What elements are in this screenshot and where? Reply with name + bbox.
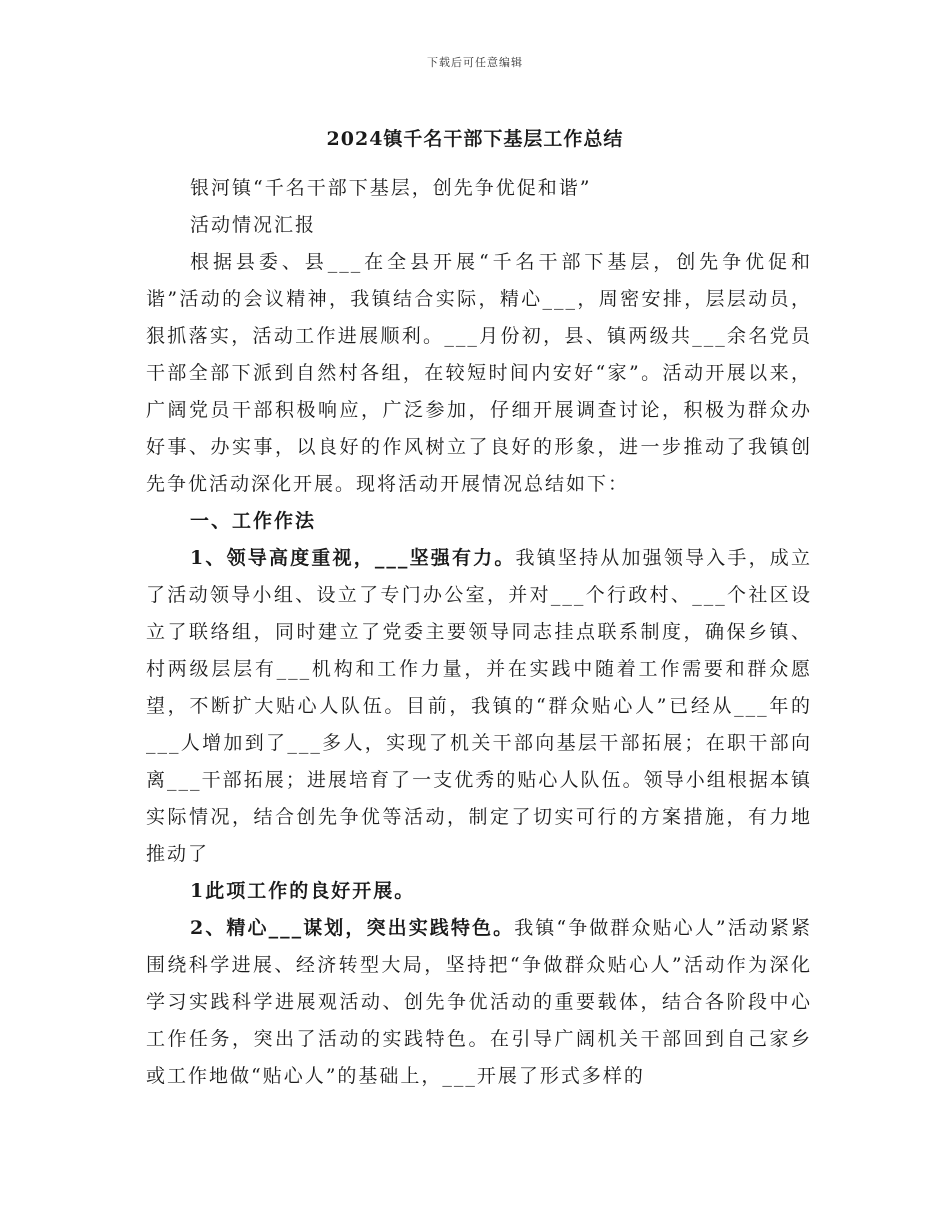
paragraph-leadership xyxy=(146,540,812,873)
paragraph-leadership-body: 我镇坚持从加强领导入手，成立了活动领导小组、设立了专门办公室，并对___个行政村、___个社区设立了联络组，同时建立了党委主要领导同志挂点联系制度，确保乡镇、村两级层层有___机构和工作力量，并在实践中随着工作需要和群众愿望，不断扩大贴心人队伍。目前，我镇的“群众贴心人”已经从___年的___人增加到了___多人，实现了机关干部向基层干部拓展；在职干部向离___干部拓展；进展培育了一支优秀的贴心人队伍。领导小组根据本镇实际情况，结合创先争优等活动，制定了切实可行的方案措施，有力地推动了 xyxy=(146,547,812,865)
page-title: 2024镇千名干部下基层工作总结 xyxy=(326,128,624,150)
subtitle-line-1: 银河镇“千名干部下基层，创先争优促和谐” xyxy=(190,177,592,199)
header-note: 下载后可任意编辑 xyxy=(427,56,523,69)
paragraph-leadership-lead: 1、领导高度重视，___坚强有力。 xyxy=(190,547,516,569)
paragraph-continuation: 1此项工作的良好开展。 xyxy=(190,880,416,902)
subtitle-line-2: 活动情况汇报 xyxy=(190,214,317,236)
paragraph-planning-lead: 2、精心___谋划，突出实践特色。 xyxy=(190,917,515,939)
paragraph-planning-body: 我镇“争做群众贴心人”活动紧紧围绕科学进展、经济转型大局，坚持把“争做群众贴心人”活动作为深化学习实践科学进展观活动、创先争优活动的重要载体，结合各阶段中心工作任务，突出了活动的实践特色。在引导广阔机关干部回到自己家乡或工作地做“贴心人”的基础上，___开展了形式多样的 xyxy=(146,917,812,1087)
intro-paragraph: 根据县委、县___在全县开展“千名干部下基层，创先争优促和谐”活动的会议精神，我镇结合实际，精心___，周密安排，层层动员，狠抓落实，活动工作进展顺利。___月份初，县、镇两级共___余名党员干部全部下派到自然村各组，在较短时间内安好“家”。活动开展以来，广阔党员干部积极响应，广泛参加，仔细开展调查讨论，积极为群众办好事、办实事，以良好的作风树立了良好的形象，进一步推动了我镇创先争优活动深化开展。现将活动开展情况总结如下： xyxy=(146,251,812,495)
paragraph-planning xyxy=(146,910,812,1095)
section-heading-work-methods: 一、工作作法 xyxy=(190,510,317,532)
document-body xyxy=(146,170,812,1095)
